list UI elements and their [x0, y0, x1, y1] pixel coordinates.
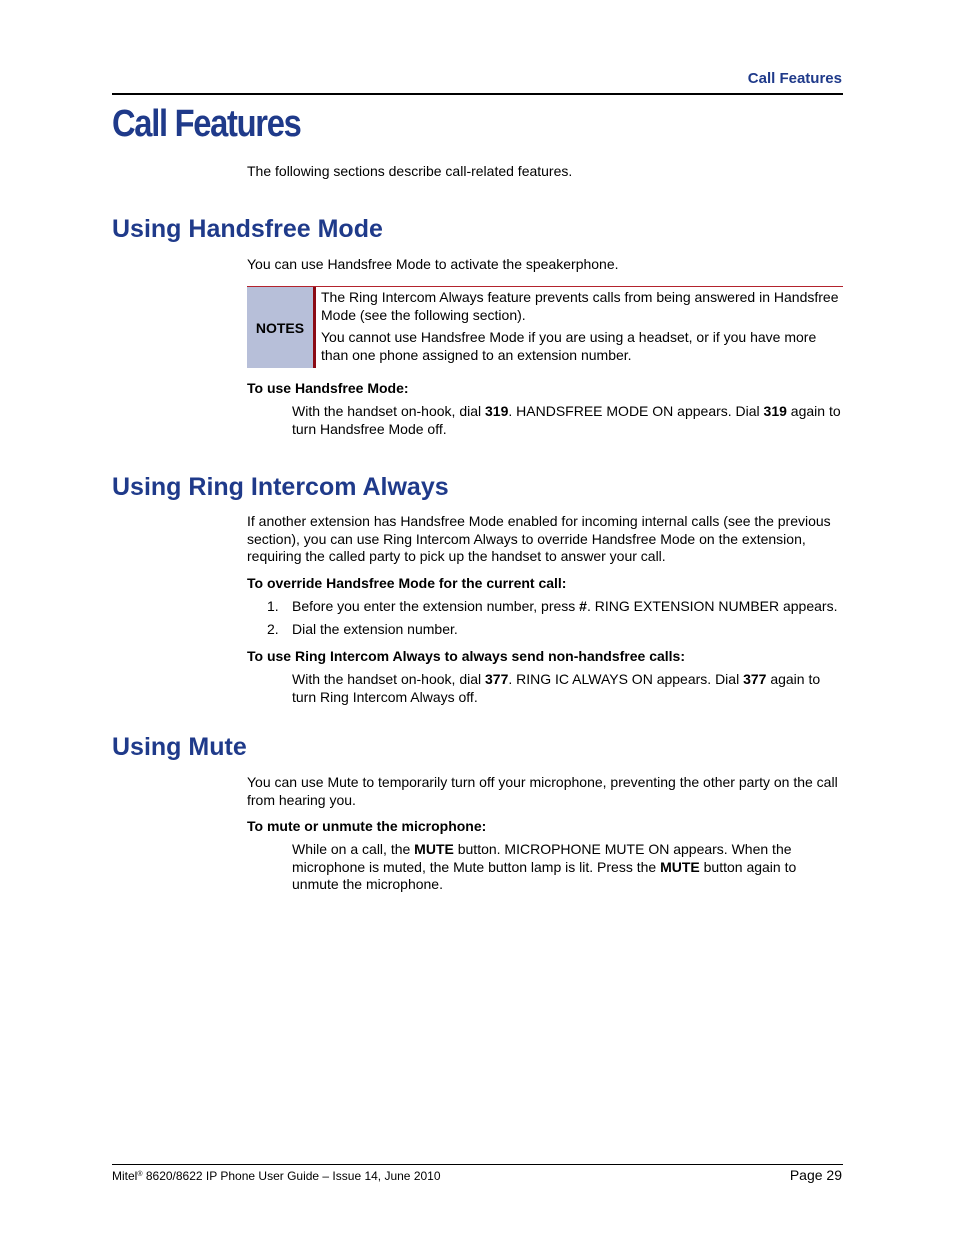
footer-doc-title: 8620/8622 IP Phone User Guide – Issue 14, June 2010 [142, 1169, 441, 1183]
registered-mark: ® [137, 1171, 143, 1178]
step-text: Before you enter the extension number, press [292, 598, 580, 614]
chapter-title: Call Features [112, 103, 301, 145]
dial-code: 377 [485, 671, 509, 687]
section-title-mute: Using Mute [112, 733, 247, 761]
ring-intercom-step [292, 671, 844, 706]
section-title-ring-intercom: Using Ring Intercom Always [112, 473, 449, 501]
section-title-handsfree: Using Handsfree Mode [112, 215, 383, 243]
procedure-title-mute: To mute or unmute the microphone: [247, 818, 487, 834]
page-number: Page 29 [789, 1167, 842, 1183]
step-text: . RING IC ALWAYS ON appears. Dial [508, 671, 744, 687]
list-number: 1. [267, 598, 279, 614]
notes-top-rule [247, 286, 843, 287]
step-text: With the handset on-hook, dial [292, 671, 486, 687]
step-text: again to turn Ring Intercom Always off. [292, 671, 821, 705]
mute-step [292, 841, 844, 894]
running-head: Call Features [747, 70, 842, 87]
list-number: 2. [267, 621, 279, 637]
intro-paragraph: The following sections describe call-related features. [247, 163, 573, 179]
step-text: With the handset on-hook, dial [292, 403, 486, 419]
footer-document-info [112, 1167, 441, 1184]
header-rule [112, 93, 843, 95]
dial-code: 377 [743, 671, 767, 687]
key-label: MUTE [414, 841, 454, 857]
dial-code: 319 [485, 403, 509, 419]
procedure-title-override: To override Handsfree Mode for the current call: [247, 575, 567, 591]
key-label: # [579, 598, 587, 614]
key-label: MUTE [660, 858, 700, 875]
step-text: button again to unmute the microphone. [292, 858, 797, 892]
step-text: button. MICROPHONE MUTE ON appears. When the microphone is muted, the Mute button lamp is lit. Press the [292, 841, 792, 875]
footer-brand: Mitel [112, 1169, 138, 1183]
handsfree-step [292, 403, 844, 438]
mute-paragraph: You can use Mute to temporarily turn off your microphone, preventing the other party on the call from hearing you. [247, 774, 838, 808]
dial-code: 319 [763, 403, 787, 419]
step-text: again to turn Handsfree Mode off. [292, 403, 841, 437]
footer-rule [112, 1164, 843, 1165]
list-item [292, 598, 844, 616]
handsfree-paragraph: You can use Handsfree Mode to activate the speakerphone. [247, 256, 619, 272]
list-item: Dial the extension number. [292, 621, 458, 637]
procedure-title-always: To use Ring Intercom Always to always send non-handsfree calls: [247, 648, 685, 664]
step-text: . RING EXTENSION NUMBER appears. [586, 598, 838, 614]
procedure-title-handsfree: To use Handsfree Mode: [247, 380, 409, 396]
step-text: . HANDSFREE MODE ON appears. Dial [508, 403, 764, 419]
note-ring-intercom: The Ring Intercom Always feature prevents calls from being answered in Handsfree Mode (see the following section). [321, 289, 839, 323]
notes-divider [313, 287, 316, 368]
note-headset: You cannot use Handsfree Mode if you are using a headset, or if you have more than one phone assigned to an extension number. [321, 329, 817, 363]
step-text: While on a call, the [292, 841, 415, 857]
ring-intercom-paragraph: If another extension has Handsfree Mode enabled for incoming internal calls (see the previous section), you can use Ring Intercom Always to override Handsfree Mode on the extension, requiring the called party to pick up the handset to answer your call. [247, 513, 831, 564]
notes-label: NOTES [247, 287, 313, 368]
